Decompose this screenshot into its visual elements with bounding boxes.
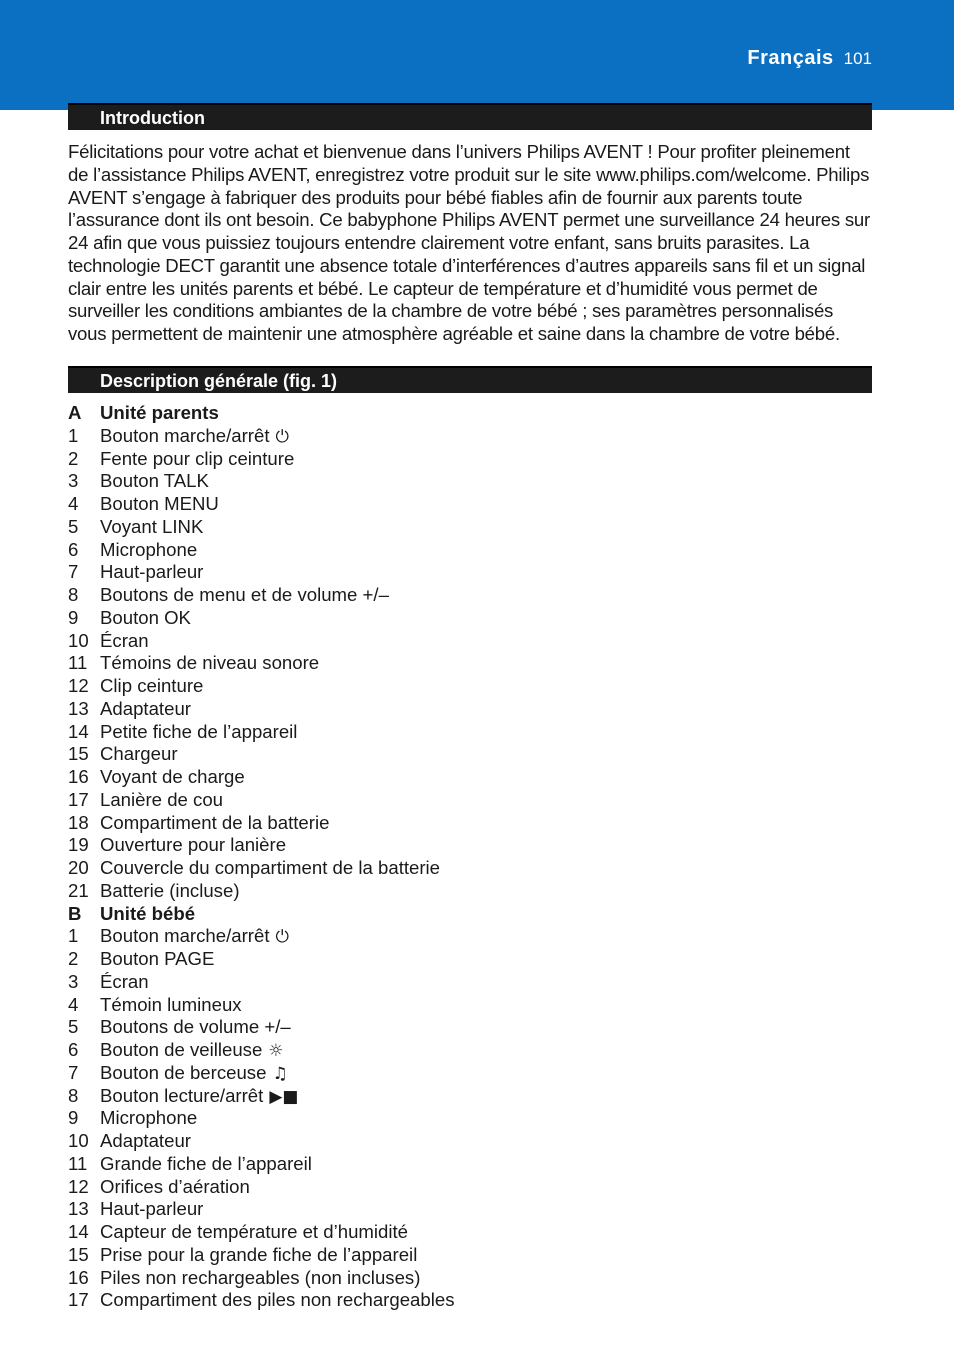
item-number: 1 [68, 424, 79, 446]
item-label: Bouton marche/arrêt ⏻ [100, 424, 289, 447]
list-item [68, 948, 874, 971]
list-item [68, 493, 874, 516]
item-label: Orifices d’aération [100, 1175, 250, 1197]
language-label: Français [747, 47, 834, 69]
item-label: Lanière de cou [100, 788, 224, 810]
list-item [68, 1153, 874, 1176]
item-number: 15 [68, 1243, 89, 1265]
list-item [68, 834, 874, 857]
list-item [68, 1016, 874, 1039]
item-label: Bouton marche/arrêt ⏻ [100, 925, 289, 948]
item-symbol-icon: ⏻ [275, 426, 289, 447]
item-label: Bouton TALK [100, 470, 209, 492]
parts-list [68, 402, 874, 1312]
item-number: 18 [68, 811, 89, 833]
list-item [68, 1062, 874, 1085]
item-symbol-icon: ♫ [272, 1063, 288, 1084]
item-number: 1 [68, 925, 79, 947]
item-number: 17 [68, 788, 89, 810]
item-number: 2 [68, 447, 79, 469]
list-item [68, 584, 874, 607]
item-number: 3 [68, 470, 79, 492]
item-number: 8 [68, 584, 79, 605]
list-item [68, 516, 874, 539]
list-item [68, 721, 874, 744]
item-label: Ouverture pour lanière [100, 834, 287, 856]
group-letter: A [68, 402, 82, 423]
item-number: 13 [68, 1198, 89, 1220]
list-item [68, 971, 874, 994]
item-number: 19 [68, 834, 89, 856]
item-label: Adaptateur [100, 1130, 191, 1151]
item-number: 6 [68, 1039, 79, 1060]
item-label: Bouton MENU [100, 493, 219, 514]
item-number: 21 [68, 879, 89, 901]
item-number: 8 [68, 1084, 79, 1106]
list-item [68, 675, 874, 698]
group-heading [68, 402, 874, 425]
item-number: 4 [68, 993, 79, 1015]
list-item [68, 1176, 874, 1199]
item-label: Témoins de niveau sonore [100, 652, 320, 674]
list-item [68, 561, 874, 584]
item-number: 16 [68, 766, 89, 787]
item-number: 6 [68, 538, 79, 560]
item-label: Bouton lecture/arrêt ▶■ [100, 1084, 299, 1107]
list-item [68, 1107, 874, 1130]
item-number: 11 [68, 1152, 88, 1174]
item-label: Écran [100, 629, 149, 651]
item-symbol-icon: ⏻ [275, 927, 289, 948]
item-number: 3 [68, 970, 79, 992]
list-item [68, 857, 874, 880]
item-number: 17 [68, 1289, 89, 1311]
item-number: 7 [68, 561, 79, 583]
page-number: 101 [843, 49, 872, 68]
item-number: 9 [68, 1107, 79, 1129]
item-label: Voyant LINK [100, 515, 204, 537]
list-item [68, 789, 874, 812]
item-number: 16 [68, 1266, 89, 1288]
item-number: 13 [68, 697, 89, 719]
item-label: Boutons de menu et de volume +/– [100, 584, 389, 605]
item-label: Haut-parleur [100, 1198, 204, 1220]
item-number: 2 [68, 948, 79, 969]
item-label: Compartiment des piles non rechargeables [100, 1289, 455, 1311]
item-number: 14 [68, 1221, 89, 1242]
page-header [747, 47, 872, 70]
item-label: Clip ceinture [100, 675, 204, 696]
item-number: 20 [68, 857, 89, 878]
list-item [68, 812, 874, 835]
list-item [68, 1085, 874, 1108]
item-label: Grande fiche de l’appareil [100, 1152, 312, 1174]
item-label: Bouton PAGE [100, 948, 215, 969]
list-item [68, 448, 874, 471]
section-title-introduction: Introduction [100, 108, 205, 128]
item-number: 15 [68, 743, 89, 765]
list-item [68, 607, 874, 630]
list-item [68, 1289, 874, 1312]
item-symbol-icon: ☼ [268, 1041, 284, 1061]
item-label: Bouton OK [100, 606, 191, 628]
item-label: Témoin lumineux [100, 993, 242, 1015]
item-label: Capteur de température et d’humidité [100, 1221, 409, 1242]
list-item [68, 1267, 874, 1290]
item-number: 12 [68, 675, 89, 696]
list-item [68, 698, 874, 721]
item-label: Compartiment de la batterie [100, 811, 330, 833]
item-label: Prise pour la grande fiche de l’appareil [100, 1243, 418, 1265]
item-label: Petite fiche de l’appareil [100, 720, 298, 742]
list-item [68, 743, 874, 766]
item-number: 12 [68, 1175, 89, 1197]
list-item [68, 1039, 874, 1062]
item-label: Haut-parleur [100, 561, 204, 583]
item-label: Batterie (incluse) [100, 879, 240, 901]
list-item [68, 925, 874, 948]
item-number: 7 [68, 1061, 79, 1083]
item-number: 10 [68, 629, 89, 651]
group-letter: B [68, 902, 82, 924]
section-bar-introduction [68, 103, 872, 130]
section-bar-description [68, 366, 872, 393]
list-item [68, 470, 874, 493]
item-number: 14 [68, 720, 89, 742]
item-symbol-icon: ▶■ [269, 1086, 299, 1107]
item-label: Couvercle du compartiment de la batterie [100, 857, 441, 878]
list-item [68, 1198, 874, 1221]
item-label: Chargeur [100, 743, 178, 765]
item-label: Microphone [100, 538, 198, 560]
item-label: Bouton de berceuse ♫ [100, 1061, 288, 1084]
item-number: 5 [68, 1016, 79, 1038]
item-label: Microphone [100, 1107, 198, 1129]
list-item [68, 1221, 874, 1244]
list-item [68, 994, 874, 1017]
item-label: Bouton de veilleuse ☼ [100, 1039, 284, 1061]
item-number: 9 [68, 606, 79, 628]
item-number: 5 [68, 515, 79, 537]
item-label: Écran [100, 970, 149, 992]
item-label: Boutons de volume +/– [100, 1016, 291, 1038]
item-label: Voyant de charge [100, 766, 245, 787]
item-label: Fente pour clip ceinture [100, 447, 295, 469]
list-item [68, 425, 874, 448]
list-item [68, 652, 874, 675]
list-item [68, 630, 874, 653]
item-label: Piles non rechargeables (non incluses) [100, 1266, 421, 1288]
list-item [68, 766, 874, 789]
item-number: 10 [68, 1130, 89, 1151]
intro-paragraph: Félicitations pour votre achat et bienvenue dans l’univers Philips AVENT ! Pour profiter pleinement de l’assistance Philips AVENT, enregistrez votre produit sur le site www.philips.com/welcome. Philips AVENT s’engage à fabriquer des produits pour bébé fiables afin de fournir aux parents toute l’assurance dont ils ont besoin. Ce babyphone Philips AVENT permet une surveillance 24 heures sur 24 afin que vous puissiez toujours entendre clairement votre enfant, sans bruits parasites. La technologie DECT garantit une absence totale d’interférences d’autres appareils sans fil et un signal clair entre les unités parents et bébé. Le capteur de température et d’humidité vous permet de surveiller les conditions ambiantes de la chambre de votre bébé ; ses paramètres personnalisés vous permettent de maintenir une atmosphère agréable et saine dans la chambre de votre bébé. [68, 141, 870, 344]
list-item [68, 539, 874, 562]
group-title: Unité parents [100, 402, 219, 423]
list-item [68, 880, 874, 903]
list-item [68, 1130, 874, 1153]
item-number: 4 [68, 493, 79, 514]
section-title-description: Description générale (fig. 1) [100, 371, 338, 391]
list-item [68, 1244, 874, 1267]
group-title: Unité bébé [100, 902, 196, 924]
group-heading [68, 903, 874, 926]
item-label: Adaptateur [100, 697, 191, 719]
item-number: 11 [68, 652, 88, 674]
